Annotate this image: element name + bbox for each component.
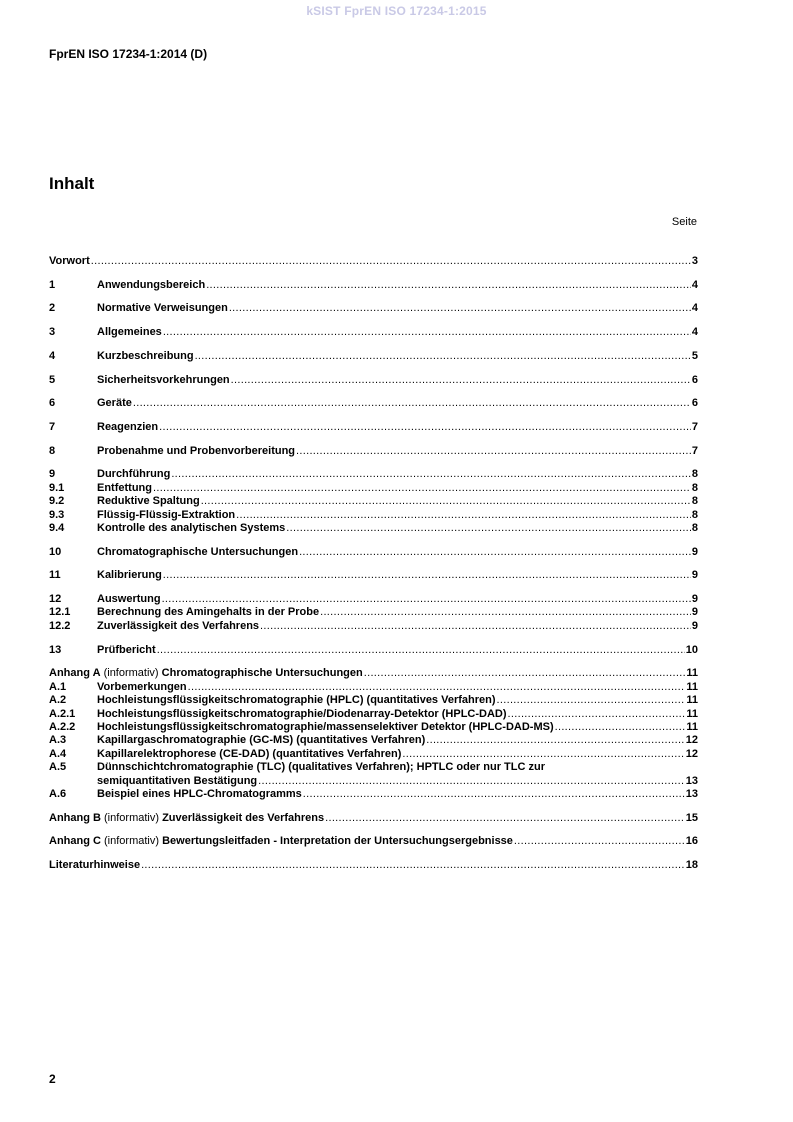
toc-entry-label: Hochleistungsflüssigkeitschromatographie (HPLC) (quantitatives Verfahren) [97, 694, 496, 707]
toc-entry-number: 13 [49, 643, 62, 656]
page-column-label: Seite [671, 216, 697, 228]
toc-entry-page: 8 [691, 481, 698, 494]
toc-entry-12[interactable] [49, 593, 698, 606]
toc-entry-4[interactable] [49, 350, 698, 363]
toc-entry-9-3[interactable] [49, 509, 698, 522]
toc-entry-label: Flüssig-Flüssig-Extraktion [97, 508, 236, 521]
toc-entry-label: Reagenzien [97, 420, 159, 433]
toc-entry-label: Normative Verweisungen [97, 302, 228, 315]
dot-leader [206, 279, 691, 292]
toc-entry-a-2-2[interactable] [49, 721, 698, 734]
annex-prefix: Anhang A [49, 667, 101, 680]
dot-leader [303, 788, 685, 801]
toc-entry-label: Kalibrierung [97, 569, 162, 582]
toc-entry-annex-b[interactable] [49, 812, 698, 825]
toc-entry-5[interactable] [49, 374, 698, 387]
toc-entry-label: Anwendungsbereich [97, 278, 206, 291]
toc-entry-label: Kapillarelektrophorese (CE-DAD) (quantitatives Verfahren) [97, 747, 402, 760]
toc-entry-annex-c[interactable] [49, 835, 698, 848]
toc-entry-label: Geräte [97, 397, 132, 410]
dot-leader [364, 667, 686, 680]
toc-entry-number: 10 [49, 545, 62, 558]
toc-entry-a-2[interactable] [49, 694, 698, 707]
toc-entry-label: Auswertung [97, 593, 161, 606]
toc-entry-number: 1 [49, 278, 56, 291]
toc-entry-page: 4 [691, 326, 698, 339]
toc-entry-number: 8 [49, 444, 56, 457]
dot-leader [258, 775, 685, 788]
toc-entry-page: 4 [691, 278, 698, 291]
toc-entry-page: 8 [691, 508, 698, 521]
dot-leader [325, 812, 685, 825]
toc-entry-label: Vorbemerkungen [97, 680, 187, 693]
toc-entry-label: Zuverlässigkeit des Verfahrens [162, 811, 325, 824]
dot-leader [555, 721, 686, 734]
table-of-contents [49, 255, 698, 872]
toc-entry-label: Chromatographische Untersuchungen [97, 545, 299, 558]
dot-leader [260, 620, 691, 633]
toc-entry-a-5-continued[interactable] [49, 775, 698, 788]
toc-entry-page: 3 [691, 255, 698, 267]
page-number: 2 [49, 1072, 56, 1086]
toc-entry-page: 18 [685, 859, 698, 872]
toc-entry-10[interactable] [49, 546, 698, 559]
toc-entry-9-1[interactable] [49, 482, 698, 495]
toc-entry-9-2[interactable] [49, 495, 698, 508]
toc-entry-number: 9.2 [49, 495, 65, 508]
toc-entry-page: 9 [691, 593, 698, 606]
dot-leader [201, 495, 691, 508]
toc-entry-bibliography[interactable] [49, 859, 698, 872]
toc-entry-12-2[interactable] [49, 620, 698, 633]
toc-entry-number: 9.3 [49, 508, 65, 521]
toc-entry-page: 6 [691, 373, 698, 386]
watermark: kSIST FprEN ISO 17234-1:2015 [306, 4, 487, 18]
toc-entry-2[interactable] [49, 302, 698, 315]
toc-entry-label: Berechnung des Amingehalts in der Probe [97, 606, 320, 619]
toc-entry-page: 8 [691, 468, 698, 481]
toc-entry-number: 11 [49, 569, 61, 582]
dot-leader [229, 302, 691, 315]
toc-entry-a-1[interactable] [49, 681, 698, 694]
toc-entry-page: 11 [686, 667, 698, 680]
toc-entry-a-5[interactable] [49, 761, 698, 774]
toc-entry-page: 9 [691, 545, 698, 558]
toc-entry-vorwort[interactable] [49, 255, 698, 268]
toc-entry-label: Bewertungsleitfaden - Interpretation der Untersuchungsergebnisse [162, 835, 513, 848]
toc-entry-9-4[interactable] [49, 522, 698, 535]
dot-leader [162, 593, 691, 606]
toc-entry-number: 12.2 [49, 619, 71, 632]
dot-leader [508, 708, 686, 721]
toc-entry-label: Kontrolle des analytischen Systems [97, 521, 286, 534]
toc-entry-12-1[interactable] [49, 606, 698, 619]
dot-leader [514, 835, 685, 848]
dot-leader [195, 350, 691, 363]
dot-leader [133, 397, 691, 410]
toc-entry-label: Hochleistungsflüssigkeitschromatographie/massenselektiver Detektor (HPLC-DAD-MS) [97, 720, 554, 733]
toc-entry-number: 7 [49, 420, 56, 433]
toc-entry-label: Literaturhinweise [49, 859, 141, 872]
annex-prefix: Anhang B [49, 811, 101, 824]
toc-entry-number: A.4 [49, 747, 67, 760]
toc-entry-label: Durchführung [97, 468, 171, 481]
toc-entry-page: 5 [691, 349, 698, 362]
toc-title: Inhalt [49, 174, 95, 193]
toc-entry-7[interactable] [49, 421, 698, 434]
toc-entry-number: A.2 [49, 694, 67, 707]
toc-entry-label: Allgemeines [97, 326, 162, 339]
toc-entry-page: 12 [685, 747, 698, 760]
toc-entry-page: 13 [685, 787, 698, 800]
toc-entry-number: 9.1 [49, 481, 65, 494]
toc-entry-label: Beispiel eines HPLC-Chromatogramms [97, 787, 302, 800]
toc-entry-label: Entfettung [97, 481, 152, 494]
toc-entry-a-3[interactable] [49, 734, 698, 747]
toc-entry-number: 6 [49, 397, 56, 410]
toc-entry-number: 9 [49, 468, 56, 481]
dot-leader [497, 694, 686, 707]
toc-entry-label: Zuverlässigkeit des Verfahrens [97, 619, 260, 632]
toc-entry-label: Hochleistungsflüssigkeitschromatographie/Diodenarray-Detektor (HPLC-DAD) [97, 707, 507, 720]
toc-entry-number: A.6 [49, 787, 67, 800]
toc-entry-number: 5 [49, 373, 56, 386]
toc-entry-page: 9 [691, 606, 698, 619]
dot-leader [171, 468, 691, 481]
toc-entry-number: 9.4 [49, 521, 65, 534]
toc-entry-page: 11 [686, 720, 698, 733]
toc-entry-a-2-1[interactable] [49, 708, 698, 721]
toc-entry-page: 8 [691, 521, 698, 534]
dot-leader [157, 644, 685, 657]
dot-leader [296, 445, 691, 458]
toc-entry-page: 7 [691, 444, 698, 457]
toc-entry-number: A.1 [49, 680, 67, 693]
toc-entry-label: Chromatographische Untersuchungen [161, 667, 363, 680]
toc-entry-page: 8 [691, 495, 698, 508]
dot-leader [159, 421, 691, 434]
toc-entry-label: Kapillargaschromatographie (GC-MS) (quantitatives Verfahren) [97, 734, 426, 747]
toc-entry-1[interactable] [49, 279, 698, 292]
dot-leader [320, 606, 691, 619]
toc-entry-annex-a[interactable] [49, 667, 698, 680]
dot-leader [426, 734, 685, 747]
toc-entry-page: 15 [685, 811, 698, 824]
toc-entry-3[interactable] [49, 326, 698, 339]
dot-leader [141, 859, 685, 872]
toc-entry-label: Sicherheitsvorkehrungen [97, 373, 230, 386]
toc-entry-number: A.2.1 [49, 707, 76, 720]
dot-leader [286, 522, 691, 535]
toc-entry-number: 12.1 [49, 606, 71, 619]
toc-entry-page: 16 [685, 835, 698, 848]
toc-entry-page: 10 [685, 643, 698, 656]
dot-leader [188, 681, 686, 694]
toc-entry-8[interactable] [49, 445, 698, 458]
toc-entry-page: 11 [686, 707, 698, 720]
toc-entry-number: 12 [49, 593, 62, 606]
toc-entry-a-6[interactable] [49, 788, 698, 801]
dot-leader [402, 748, 684, 761]
toc-entry-9[interactable] [49, 468, 698, 481]
toc-entry-page: 11 [686, 680, 698, 693]
dot-leader [91, 255, 691, 268]
annex-prefix: Anhang C [49, 835, 101, 848]
toc-entry-label: Reduktive Spaltung [97, 495, 200, 508]
dot-leader [163, 569, 691, 582]
toc-entry-a-4[interactable] [49, 748, 698, 761]
toc-entry-number: A.5 [49, 761, 67, 774]
annex-informative-note: (informativ) [100, 811, 163, 824]
dot-leader [163, 326, 691, 339]
dot-leader [299, 546, 691, 559]
toc-entry-page: 6 [691, 397, 698, 410]
toc-entry-number: 2 [49, 302, 56, 315]
toc-entry-number: A.2.2 [49, 720, 76, 733]
toc-entry-label: Prüfbericht [97, 643, 156, 656]
toc-entry-13[interactable] [49, 644, 698, 657]
toc-entry-label-line1: Dünnschichtchromatographie (TLC) (qualitatives Verfahren); HPTLC oder nur TLC zur [97, 761, 545, 774]
toc-entry-11[interactable] [49, 569, 698, 582]
toc-entry-number: A.3 [49, 734, 67, 747]
toc-entry-page: 13 [685, 774, 698, 787]
toc-entry-page: 9 [691, 569, 698, 582]
toc-entry-number: 4 [49, 349, 56, 362]
document-id: FprEN ISO 17234-1:2014 (D) [49, 47, 208, 61]
toc-entry-label: Probenahme und Probenvorbereitung [97, 444, 296, 457]
toc-entry-label-line2: semiquantitativen Bestätigung [97, 774, 258, 787]
dot-leader [153, 482, 691, 495]
toc-entry-page: 11 [686, 694, 698, 707]
toc-entry-label: Vorwort [49, 255, 90, 267]
dot-leader [236, 509, 691, 522]
toc-entry-page: 9 [691, 619, 698, 632]
annex-informative-note: (informativ) [100, 835, 163, 848]
toc-entry-page: 4 [691, 302, 698, 315]
toc-entry-number: 3 [49, 326, 56, 339]
toc-entry-label: Kurzbeschreibung [97, 349, 194, 362]
dot-leader [231, 374, 691, 387]
toc-entry-page: 12 [685, 734, 698, 747]
toc-entry-page: 7 [691, 420, 698, 433]
annex-informative-note: (informativ) [100, 667, 162, 680]
toc-entry-6[interactable] [49, 397, 698, 410]
